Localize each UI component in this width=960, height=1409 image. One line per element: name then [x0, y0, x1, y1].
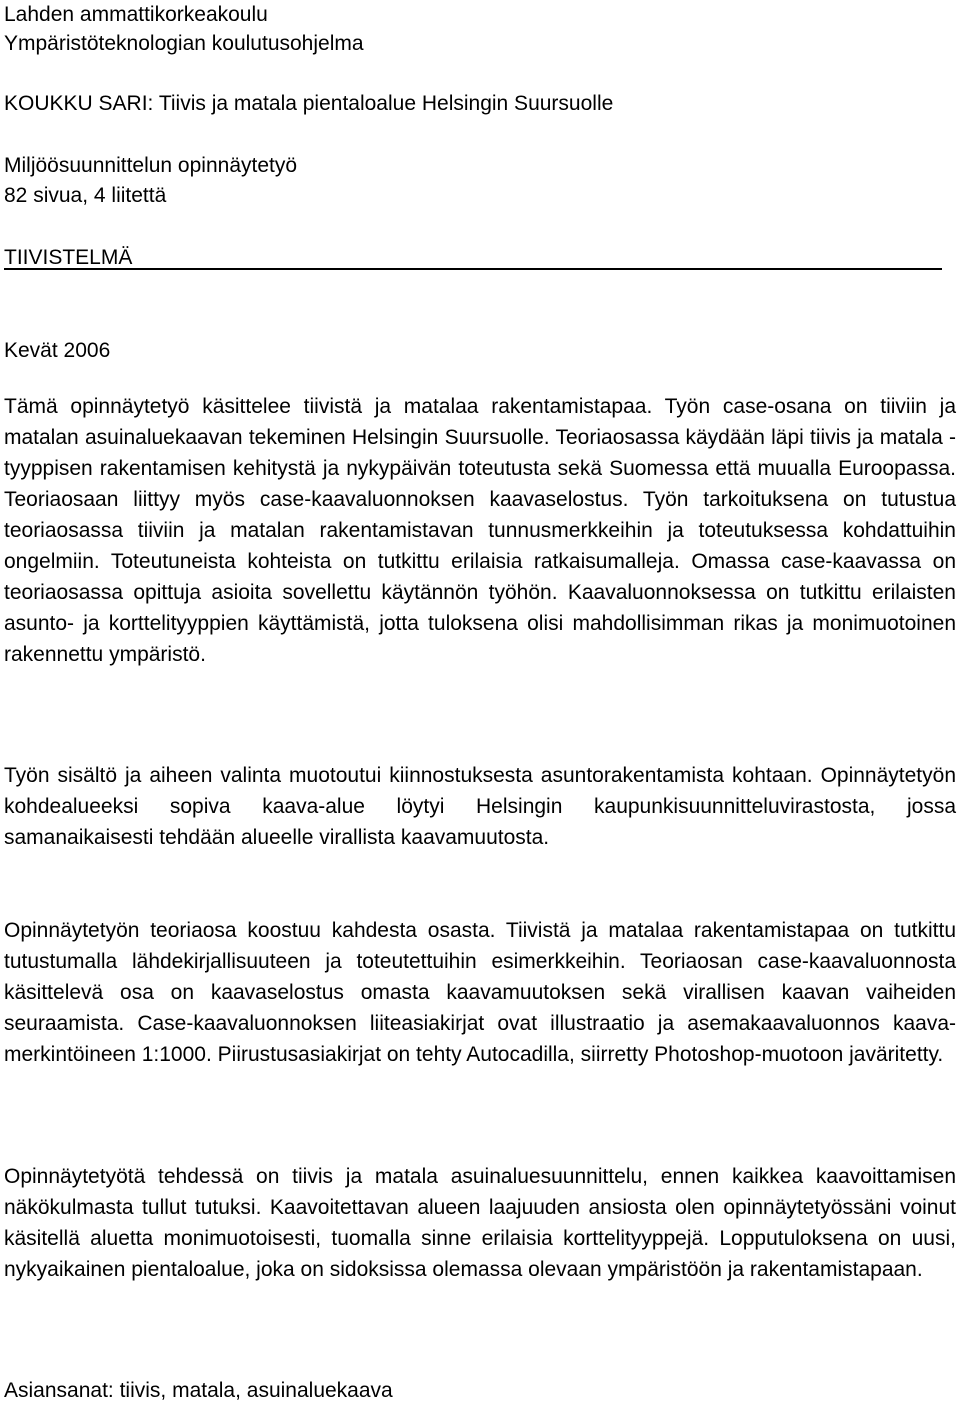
- abstract-paragraph-3: Opinnäytetyön teoriaosa koostuu kahdesta osasta. Tiivistä ja matalaa rakentamistapaa on tutkittu tutustumalla lähdekirjallisuuteen ja toteutettuihin esimerkkeihin. Teoriaosan case-kaavaluonnosta käsittelevä osa on kaavaselostus omasta kaavamuutoksen sekä virallisen kaavan vaiheiden seuraamista. Case-kaavaluonnoksen liiteasiakirjat ovat illustraatio ja asemakaavaluonnos kaavamerkintöineen 1:1000. Piirustusasiakirjat on tehty Autocadilla, siirretty Photoshop-muotoon javäritetty.: [4, 919, 956, 1066]
- abstract-date: Kevät 2006: [4, 339, 111, 362]
- heading-underline: [4, 268, 942, 270]
- page-info: 82 sivua, 4 liitettä: [4, 184, 167, 207]
- program-name: Ympäristöteknologian koulutusohjelma: [4, 32, 364, 55]
- keywords: Asiansanat: tiivis, matala, asuinaluekaava: [4, 1379, 393, 1402]
- abstract-heading: TIIVISTELMÄ: [4, 246, 133, 269]
- abstract-paragraph-2: Työn sisältö ja aiheen valinta muotoutui kiinnostuksesta asuntorakentamista kohtaan. Opinnäytetyön kohdealueeksi sopiva kaava-alue löytyi Helsingin kaupunkisuunnitteluvirastosta, jossa samanaikaisesti tehdään alueelle virallista kaavamuutosta.: [4, 764, 956, 849]
- institution-name: Lahden ammattikorkeakoulu: [4, 3, 268, 26]
- author-and-title: KOUKKU SARI: Tiivis ja matala pientaloalue Helsingin Suursuolle: [4, 92, 614, 115]
- abstract-paragraph-1: Tämä opinnäytetyö käsittelee tiivistä ja matalaa rakentamistapaa. Työn case-osana on tiiviin ja matalan asuinaluekaavan tekeminen Helsingin Suursuolle. Teoriaosassa käydään läpi tiivis ja matala -tyyppisen rakentamisen kehitystä ja nykypäivän toteutusta sekä Suomessa että muualla Euroopassa. Teoriaosaan liittyy myös case-kaavaluonnoksen kaavaselostus. Työn tarkoituksena on tutustua teoriaosassa tiiviin ja matalan rakentamistavan tunnusmerkkeihin ja toteutuksessa kohdattuihin ongelmiin. Toteutuneista kohteista on tutkittu erilaisia ratkaisumalleja. Omassa case-kaavassa on teoriaosassa opittuja asioita sovellettu käytännön työhön. Kaavaluonnoksessa on tutkittu erilaisten asunto- ja korttelityyppien käyttämistä, jotta tuloksena olisi mahdollisimman rikas ja monimuotoinen rakennettu ympäristö.: [4, 395, 956, 666]
- abstract-paragraph-4: Opinnäytetyötä tehdessä on tiivis ja matala asuinaluesuunnittelu, ennen kaikkea kaavoittamisen näkökulmasta tullut tutuksi. Kaavoitettavan alueen laajuuden ansiosta olen opinnäytetyössäni voinut käsitellä aluetta monimuotoisesti, tuomalla sinne erilaisia korttelityyppejä. Lopputuloksena on uusi, nykyaikainen pientaloalue, joka on sidoksissa olemassa olevaan ympäristöön ja rakentamistapaan.: [4, 1165, 956, 1281]
- thesis-type: Miljöösuunnittelun opinnäytetyö: [4, 154, 298, 177]
